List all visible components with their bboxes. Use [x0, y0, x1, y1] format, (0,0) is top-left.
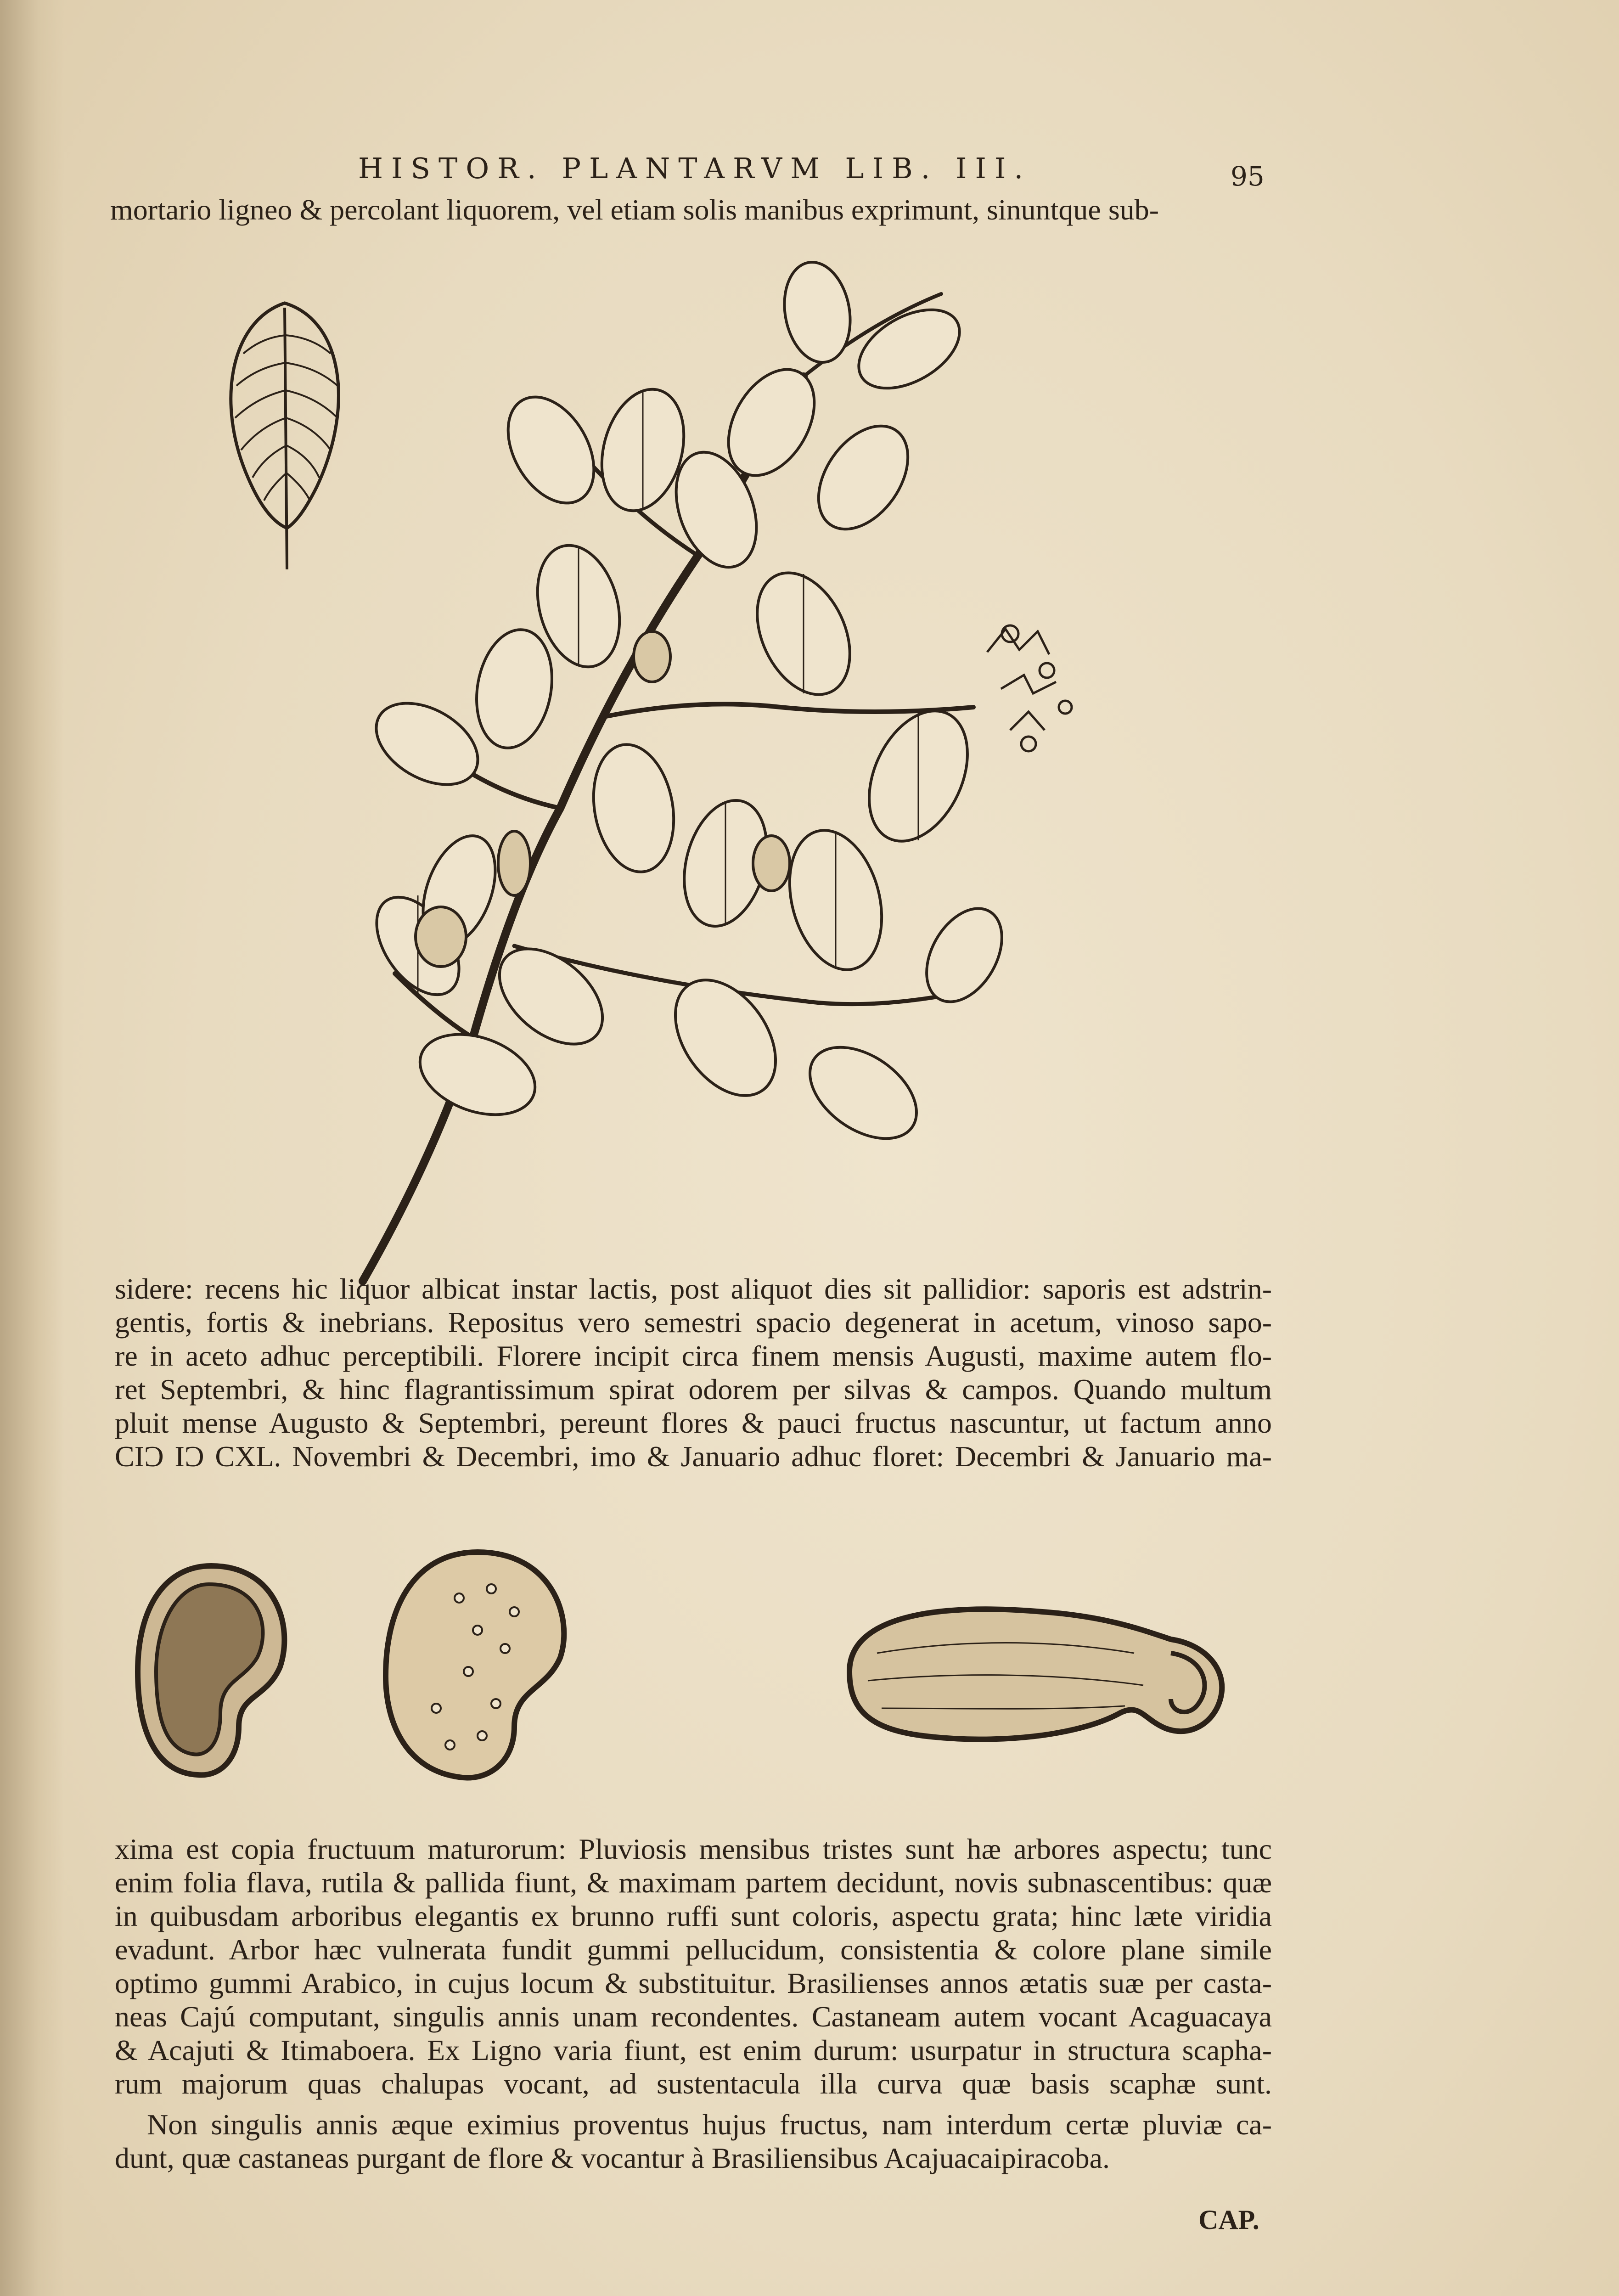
catchword: CAP. [1198, 2205, 1259, 2235]
text-line: dunt, quæ castaneas purgant de flore & vocantur à Brasiliensibus Acajuacaipiracoba. [115, 2142, 1110, 2174]
text-line: CIƆ IƆ CXL. Novembri & Decembri, imo & Januario adhuc floret: Decembri & Januario ma- [115, 1440, 1272, 1473]
cashew-branch-illustration [321, 257, 1111, 1290]
text-line: xima est copia fructuum maturorum: Pluviosis mensibus tristes sunt hæ arbores aspectu; tunc [115, 1833, 1272, 1865]
text-line: optimo gummi Arabico, in cujus locum & substituitur. Brasilienses annos ætatis suæ per casta- [115, 1967, 1272, 1999]
text-line: enim folia flava, rutila & pallida fiunt, & maximam partem decidunt, novis subnascentibus: quæ [115, 1866, 1272, 1899]
text-line: ret Septembri, & hinc flagrantissimum spirat odorem per silvas & campos. Quando multum [115, 1373, 1272, 1406]
cashew-nut-whole-illustration [377, 1543, 579, 1791]
text-line: in quibusdam arboribus elegantis ex brunno ruffi sunt coloris, aspectu grata; hinc læte viridia [115, 1900, 1272, 1932]
text-line: pluit mense Augusto & Septembri, pereunt flores & pauci fructus nascuntur, ut factum anno [115, 1407, 1272, 1439]
page-number: 95 [1231, 161, 1265, 192]
text-line: rum majorum quas chalupas vocant, ad sustentacula illa curva quæ basis scaphæ sunt. [115, 2067, 1272, 2100]
text-line: & Acajuti & Itimaboera. Ex Ligno varia fiunt, est enim durum: usurpatur in structura scapha- [115, 2034, 1272, 2066]
paragraph-three [115, 1832, 1272, 2100]
running-title: HISTOR. PLANTARVM LIB. III. [358, 152, 1032, 185]
cashew-apple-illustration [822, 1589, 1235, 1763]
text-line: Non singulis annis æque eximius proventus hujus fructus, nam interdum certæ pluviæ ca- [147, 2108, 1272, 2141]
text-line: mortario ligneo & percolant liquorem, vel etiam solis manibus exprimunt, sinuntque sub- [110, 193, 1159, 226]
paragraph-two [115, 1272, 1272, 1473]
text-line: re in aceto adhuc perceptibili. Florere incipit circa finem mensis Augusti, maxime autem flo- [115, 1339, 1272, 1372]
paragraph-four [115, 2108, 1272, 2175]
text-line: evadunt. Arbor hæc vulnerata fundit gummi pellucidum, consistentia & colore plane simile [115, 1933, 1272, 1966]
text-line: gentis, fortis & inebrians. Repositus vero semestri spacio degenerat in acetum, vinoso sapo- [115, 1306, 1272, 1339]
text-line: sidere: recens hic liquor albicat instar lactis, post aliquot dies sit pallidior: saporis est adstrin- [115, 1272, 1272, 1305]
text-line: neas Cajú computant, singulis annis unam recondentes. Castaneam autem vocant Acaguacaya [115, 2000, 1272, 2033]
binding-gutter [0, 0, 64, 2296]
cashew-nut-section-illustration [129, 1557, 298, 1786]
first-line [110, 193, 1272, 226]
